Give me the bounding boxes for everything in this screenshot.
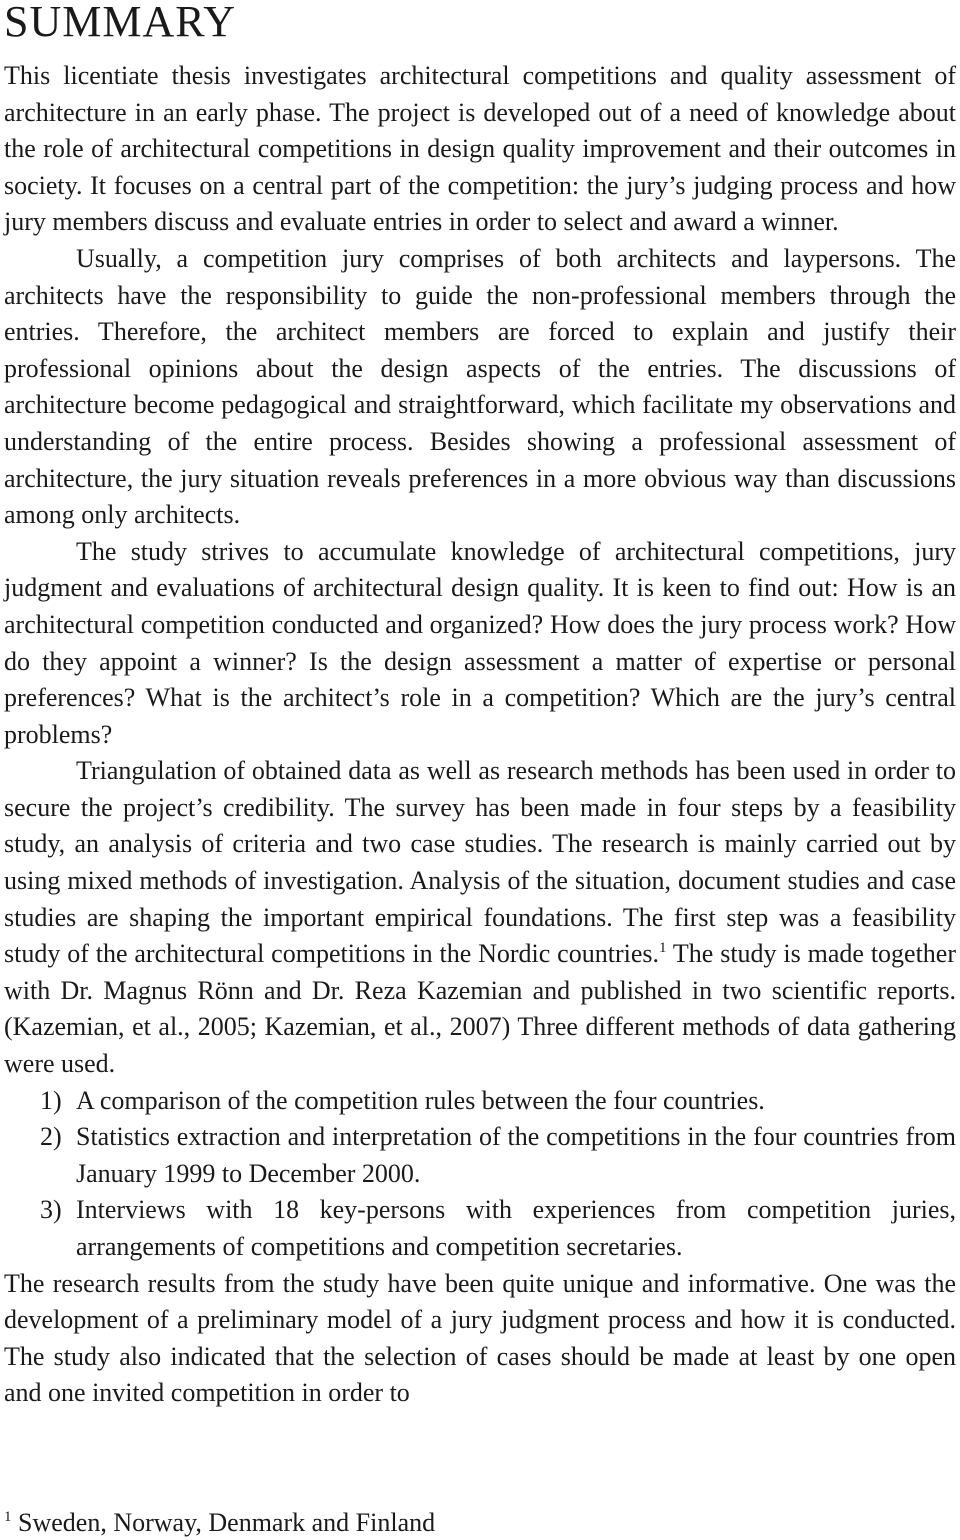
paragraph-3: The study strives to accumulate knowledge of architectural competitions, jury judgment and evaluations of architectural design quality. It is keen to find out: How is an architectural competition conducted and organized? How does the jury process work? How do they appoint a winner? Is the design assessment a matter of expertise or personal preferences? What is the architect’s role in a competition? Which are the jury’s central problems? [4,536,956,749]
paragraph-5: The research results from the study have been quite unique and informative. One was the development of a preliminary model of a jury judgment process and how it is conducted. The study also indicated that the selection of cases should be made at least by one open and one invited competition in order to [4,1268,956,1408]
document-page [4,0,956,1540]
summary-body [4,58,956,1412]
paragraph-2: Usually, a competition jury comprises of both architects and laypersons. The architects have the responsibility to guide the non-professional members through the entries. Therefore, the architect members are forced to explain and justify their professional opinions about the design aspects of the entries. The discussions of architecture become pedagogical and straightforward, which facilitate my observations and understanding of the entire process. Besides showing a professional assessment of architecture, the jury situation reveals preferences in a more obvious way than discussions among only architects. [4,243,956,530]
footnote [4,1506,435,1540]
list-item-text: Statistics extraction and interpretation of the competitions in the four countries from January 1999 to December 2000. [76,1122,956,1188]
paragraph-4-text-b: The study is made together with Dr. Magnus Rönn and Dr. Reza Kazemian and published in two scientific reports. (Kazemian, et al., 2005; Kazemian, et al., 2007) Three different methods of data gathering were used. [4,939,957,1079]
footnote-marker: 1 [4,1509,12,1525]
list-item-text: A comparison of the competition rules between the four countries. [76,1085,765,1115]
methods-list [4,1083,956,1266]
paragraph-1: This licentiate thesis investigates architectural competitions and quality assessment of architecture in an early phase. The project is developed out of a need of knowledge about the role of architectural competitions in design quality improvement and their outcomes in society. It focuses on a central part of the competition: the jury’s judging process and how jury members discuss and evaluate entries in order to select and award a winner. [4,61,956,237]
list-item-number: 1) [40,1085,62,1115]
list-item-text: Interviews with 18 key-persons with experiences from competition juries, arrangements of competitions and competition secretaries. [76,1195,956,1261]
footnote-ref-1: 1 [659,940,667,957]
list-item [4,1083,956,1120]
page-title: SUMMARY [4,0,236,46]
paragraph-4 [4,753,956,1082]
list-item-number: 2) [40,1122,62,1152]
footnote-text: Sweden, Norway, Denmark and Finland [11,1508,436,1537]
paragraph-4-text-a: Triangulation of obtained data as well as research methods has been used in order to secure the project’s credibility. The survey has been made in four steps by a feasibility study, an analysis of criteria and two case studies. The research is mainly carried out by using mixed methods of investigation. Analysis of the situation, document studies and case studies are shaping the important empirical foundations. The first step was a feasibility study of the architectural competitions in the Nordic countries. [4,756,956,969]
list-item [4,1119,956,1192]
list-item-number: 3) [40,1195,62,1225]
list-item [4,1192,956,1265]
